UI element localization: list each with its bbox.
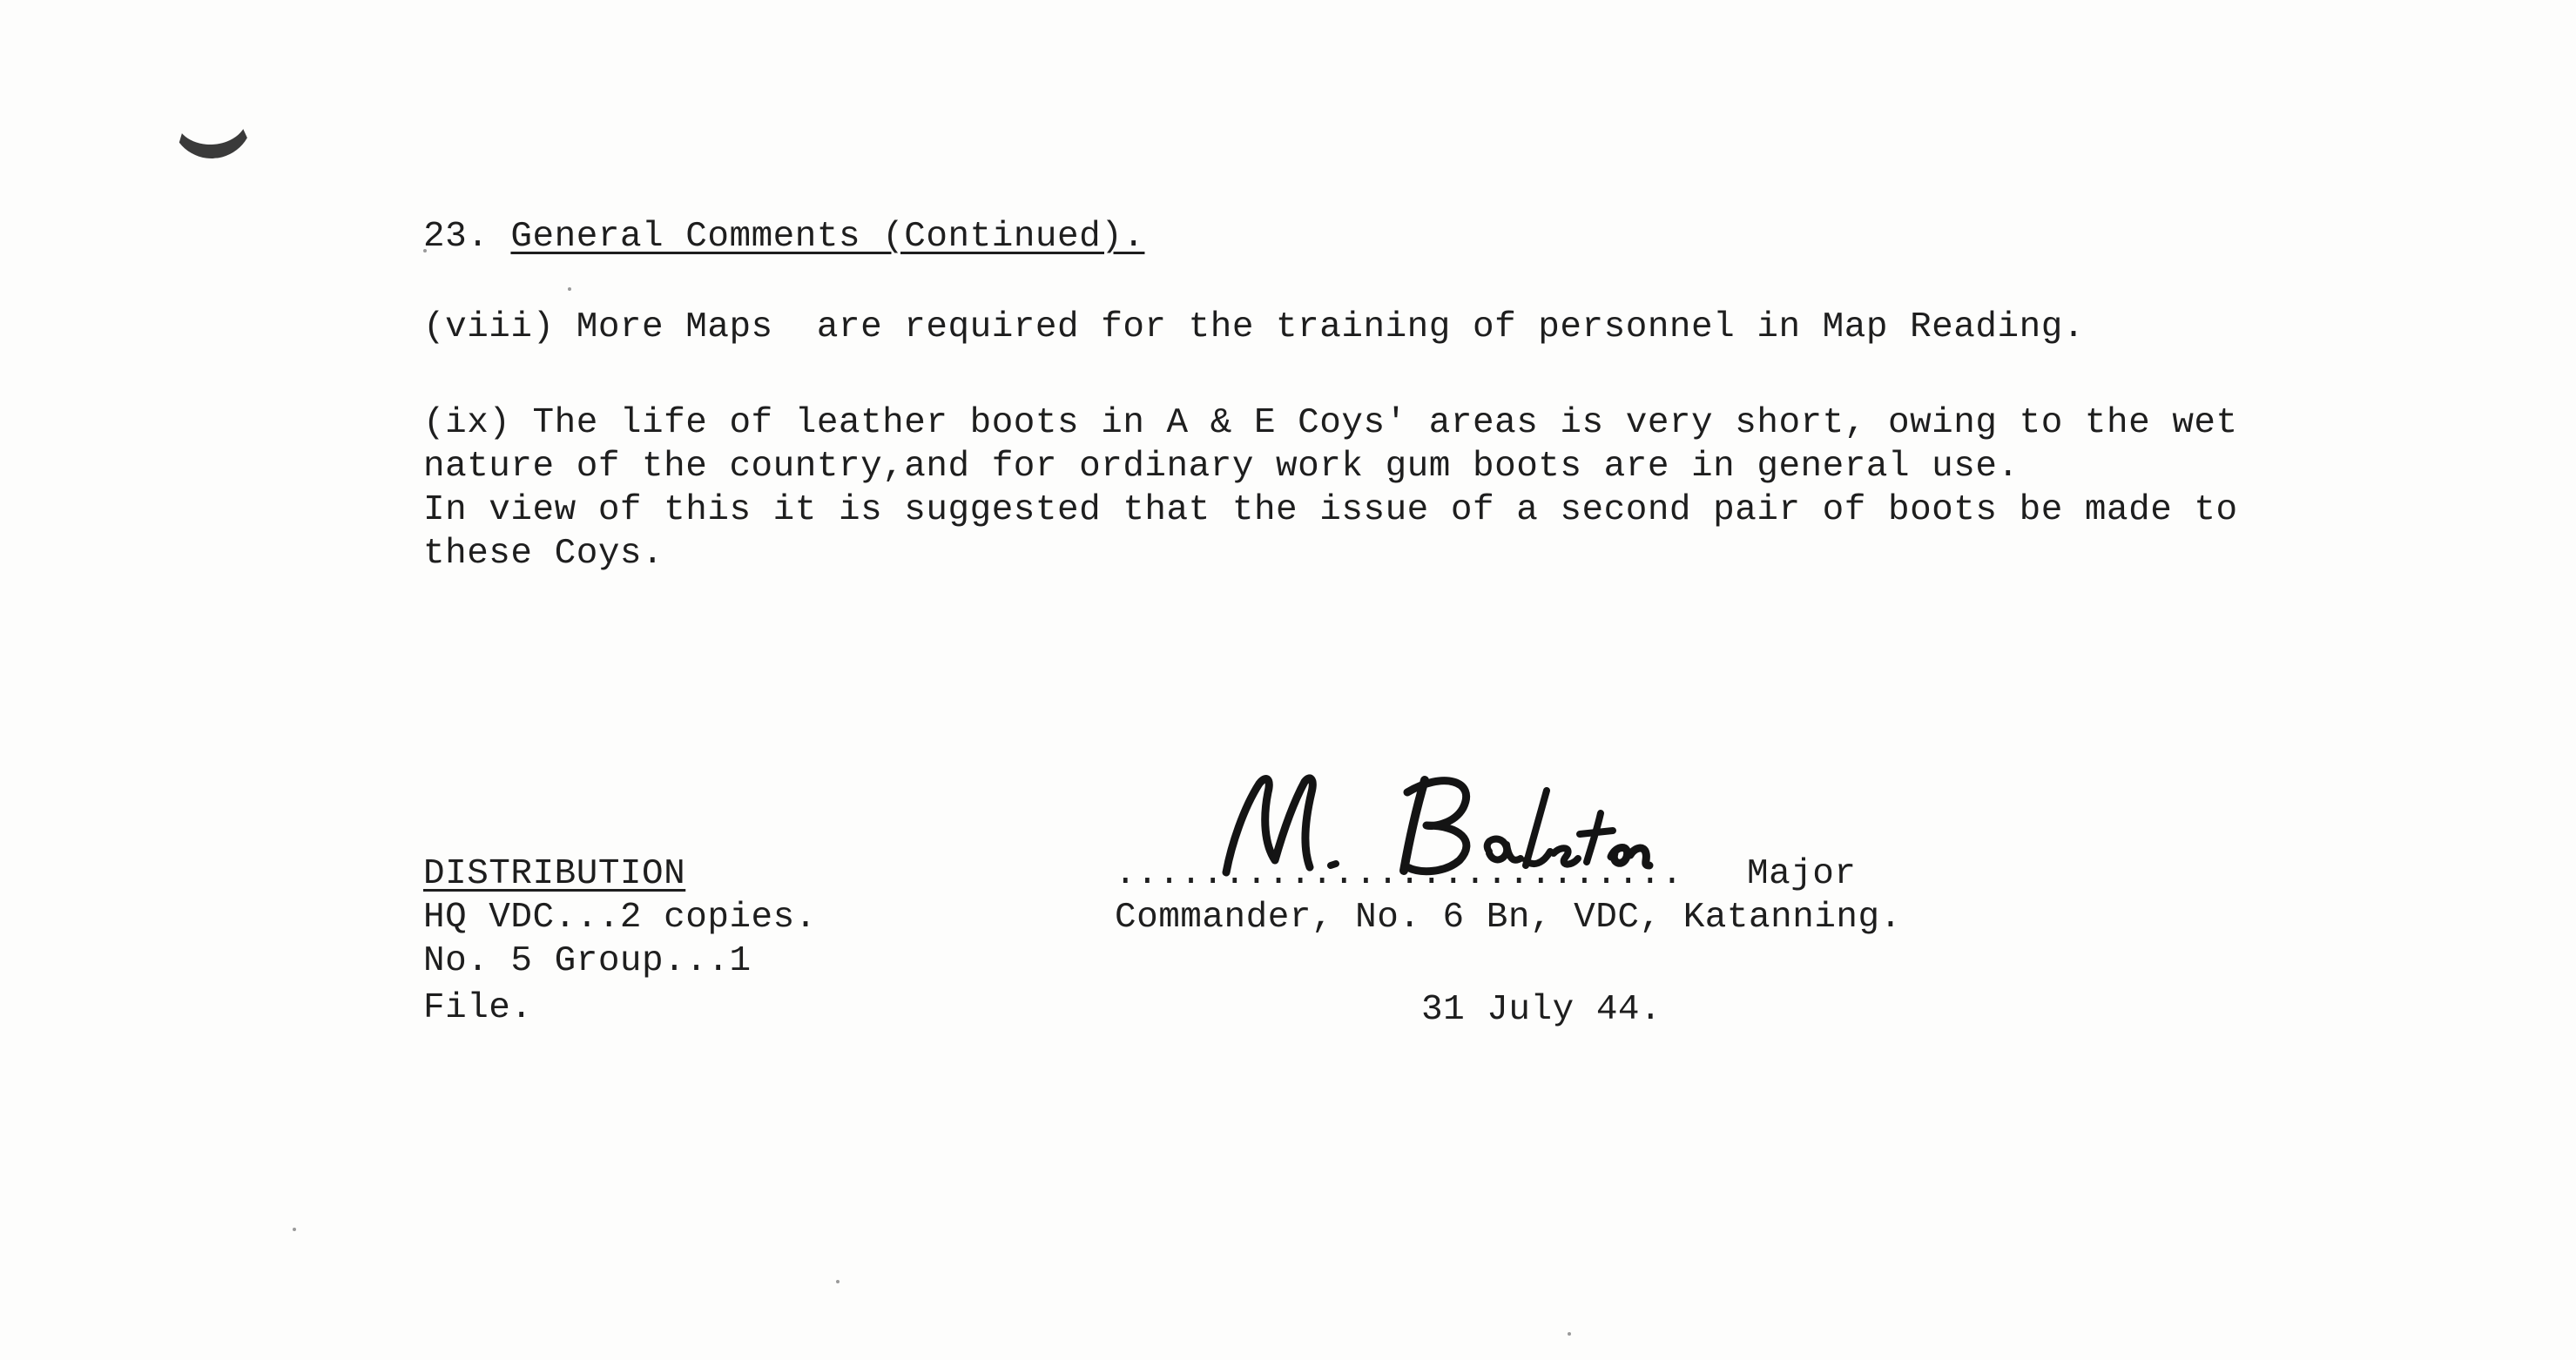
distribution-entry: HQ VDC...2 copies. xyxy=(423,898,817,938)
punch-hole-mark xyxy=(168,74,255,161)
distribution-title: DISTRIBUTION xyxy=(423,854,686,894)
section-heading-text: General Comments (Continued). xyxy=(510,217,1145,257)
item-ix-line: (ix) The life of leather boots in A & E Coys' areas is very short, owing to the wet xyxy=(423,403,2238,443)
section-number: 23. xyxy=(423,217,489,257)
paper-speck xyxy=(1568,1332,1571,1336)
item-ix-line: nature of the country,and for ordinary work gum boots are in general use. xyxy=(423,447,2020,487)
handwritten-signature xyxy=(1202,757,1655,888)
paper-speck xyxy=(293,1228,296,1231)
paper-speck xyxy=(568,287,571,291)
signatory-rank: Major xyxy=(1747,854,1857,894)
section-heading xyxy=(423,219,1144,255)
paper-speck xyxy=(836,1280,840,1283)
distribution-entry: No. 5 Group...1 xyxy=(423,941,752,981)
item-ix-line: In view of this it is suggested that the issue of a second pair of boots be made to xyxy=(423,490,2238,530)
item-viii-line: (viii) More Maps are required for the training of personnel in Map Reading. xyxy=(423,307,2085,347)
item-ix-line: these Coys. xyxy=(423,534,664,574)
signature-dotted-line: .......................... xyxy=(1115,854,1683,894)
distribution-entry: File. xyxy=(423,988,533,1028)
signatory-title: Commander, No. 6 Bn, VDC, Katanning. xyxy=(1115,898,1902,938)
document-date: 31 July 44. xyxy=(1421,990,1662,1030)
